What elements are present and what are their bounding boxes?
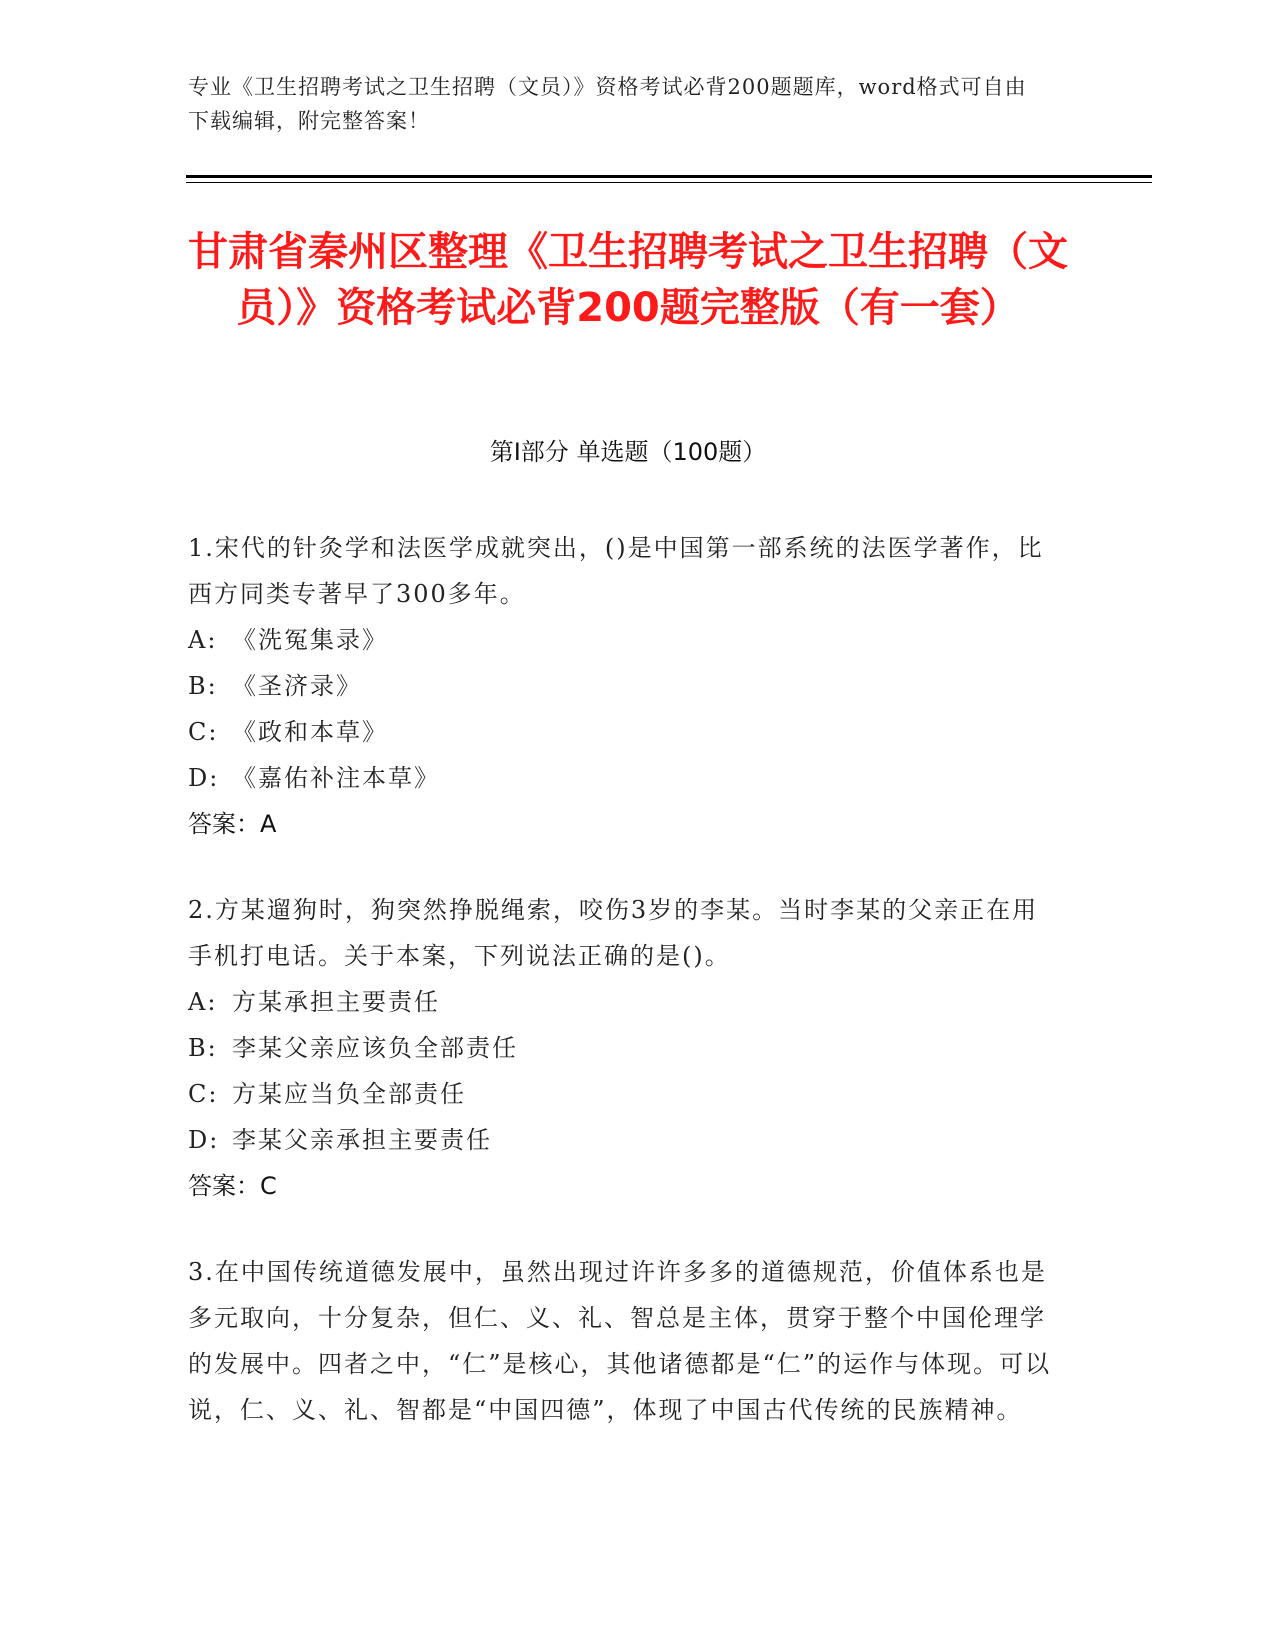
option-text: 《洗冤集录》: [232, 626, 388, 654]
option-label: D:: [188, 1126, 220, 1154]
answer: 答案：C: [188, 1172, 277, 1200]
option-text: 《政和本草》: [232, 718, 388, 746]
option-b: [188, 663, 1056, 709]
question-stem: 3.在中国传统道德发展中，虽然出现过许许多多的道德规范，价值体系也是多元取向，十分复杂，但仁、义、礼、智总是主体，贯穿于整个中国伦理学的发展中。四者之中，“仁”是核心，其他诸德都是“仁”的运作与体现。可以说，仁、义、礼、智都是“中国四德”，体现了中国古代传统的民族精神。: [188, 1258, 1052, 1424]
option-b: [188, 1025, 1056, 1071]
option-a: [188, 617, 1056, 663]
question-3: [188, 1249, 1056, 1433]
option-text: 《圣济录》: [232, 672, 362, 700]
option-label: C:: [188, 1080, 219, 1108]
document-title: 甘肃省秦州区整理《卫生招聘考试之卫生招聘（文员）》资格考试必背200题完整版（有一套）: [188, 229, 1068, 331]
questions-list: [188, 525, 1056, 1473]
option-label: D:: [188, 764, 220, 792]
header-note: 专业《卫生招聘考试之卫生招聘（文员）》资格考试必背200题题库，word格式可自由下载编辑，附完整答案！: [188, 75, 1027, 133]
option-a: [188, 979, 1056, 1025]
header-rule-thick: [186, 175, 1152, 178]
option-d: [188, 755, 1056, 801]
option-d: [188, 1117, 1056, 1163]
option-label: C:: [188, 718, 219, 746]
option-label: A:: [188, 988, 218, 1016]
question-2: [188, 887, 1056, 1209]
header-rule-thin: [186, 182, 1152, 183]
option-text: 方某承担主要责任: [232, 988, 440, 1016]
section-title: 第I部分 单选题（100题）: [489, 438, 767, 466]
question-1: [188, 525, 1056, 847]
option-c: [188, 1071, 1056, 1117]
option-text: 方某应当负全部责任: [232, 1080, 466, 1108]
question-stem: 1.宋代的针灸学和法医学成就突出，()是中国第一部系统的法医学著作，比西方同类专著早了300多年。: [188, 534, 1044, 608]
option-text: 李某父亲承担主要责任: [232, 1126, 492, 1154]
option-c: [188, 709, 1056, 755]
option-label: B:: [188, 672, 218, 700]
option-label: B:: [188, 1034, 218, 1062]
option-text: 《嘉佑补注本草》: [232, 764, 440, 792]
option-label: A:: [188, 626, 218, 654]
option-text: 李某父亲应该负全部责任: [232, 1034, 518, 1062]
question-stem: 2.方某遛狗时，狗突然挣脱绳索，咬伤3岁的李某。当时李某的父亲正在用手机打电话。关于本案，下列说法正确的是()。: [188, 896, 1039, 970]
answer: 答案：A: [188, 810, 277, 838]
